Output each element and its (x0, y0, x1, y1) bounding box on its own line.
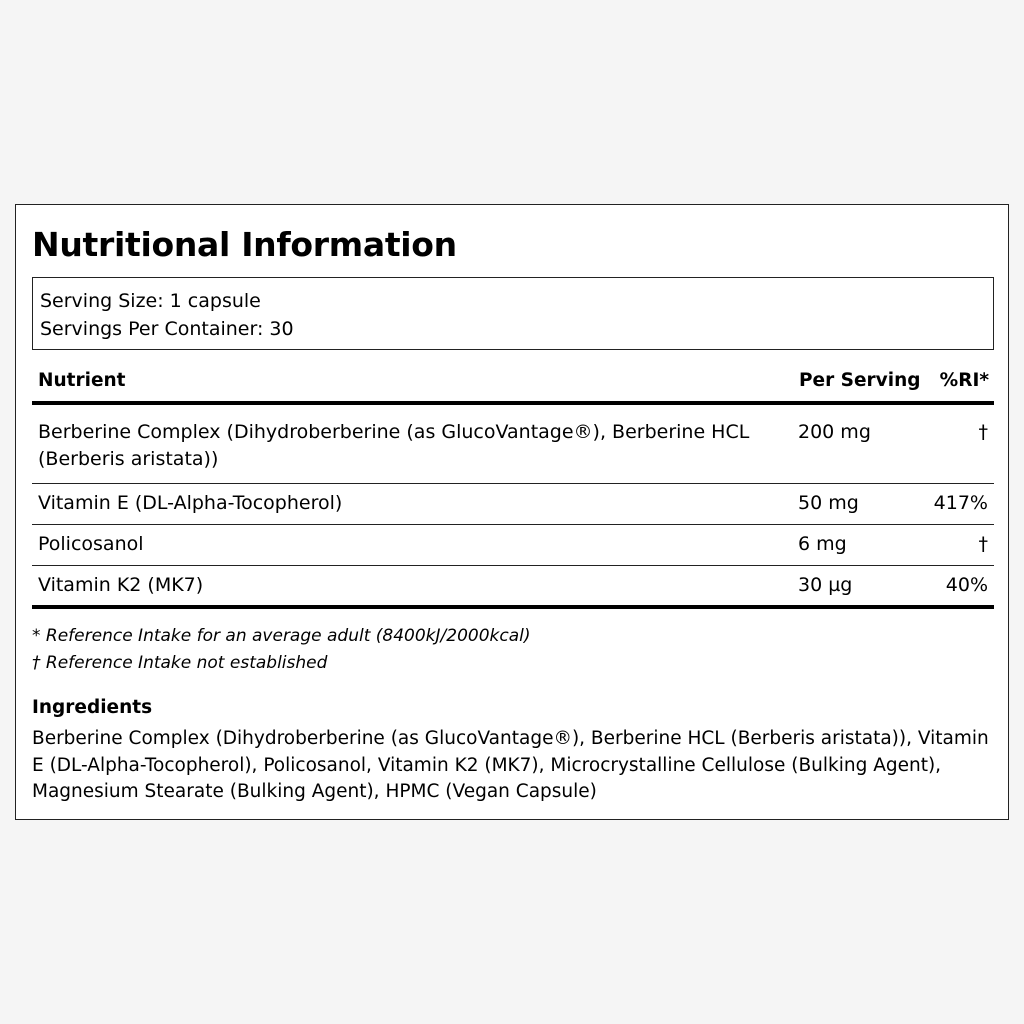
servings-per-container: Servings Per Container: 30 (40, 318, 294, 340)
footnote-not-established: † Reference Intake not established (32, 653, 328, 673)
ingredients-heading: Ingredients (32, 697, 153, 718)
footnotes (32, 623, 531, 677)
table-row (32, 525, 994, 566)
nutrient-name: Policosanol (38, 533, 144, 555)
table-row (32, 484, 994, 525)
per-serving-value: 6 mg (798, 533, 847, 555)
ri-value: † (978, 421, 988, 443)
nutrition-panel (15, 204, 1009, 820)
per-serving-value: 50 mg (798, 492, 859, 514)
ri-value: † (978, 533, 988, 555)
table-row (32, 566, 994, 609)
serving-size: Serving Size: 1 capsule (40, 290, 261, 312)
ingredients-list: Berberine Complex (Dihydroberberine (as GlucoVantage®), Berberine HCL (Berberis aristata)), Vitamin E (DL-Alpha-Tocopherol), Policosanol, Vitamin K2 (MK7), Microcrystalline Cellulose (Bulking Agent), Magnesium Stearate (Bulking Agent), HPMC (Vegan Capsule) (32, 728, 989, 802)
serving-info-box (32, 277, 994, 350)
ri-value: 40% (945, 574, 988, 596)
footnote-reference-intake: * Reference Intake for an average adult (8400kJ/2000kcal) (32, 626, 531, 646)
nutrient-name: Vitamin E (DL-Alpha-Tocopherol) (38, 492, 343, 514)
nutrient-table (32, 363, 994, 609)
ri-value: 417% (933, 492, 988, 514)
nutrient-name: Vitamin K2 (MK7) (38, 574, 204, 596)
per-serving-value: 200 mg (798, 421, 871, 443)
table-header (32, 363, 994, 405)
table-row (32, 405, 994, 484)
header-nutrient: Nutrient (38, 370, 126, 391)
page-title: Nutritional Information (32, 225, 457, 264)
header-ri: %RI* (939, 370, 989, 391)
header-per-serving: Per Serving (799, 370, 921, 391)
per-serving-value: 30 µg (798, 574, 853, 596)
nutrient-name: Berberine Complex (Dihydroberberine (as GlucoVantage®), Berberine HCL (Berberis aristata)) (38, 421, 750, 470)
